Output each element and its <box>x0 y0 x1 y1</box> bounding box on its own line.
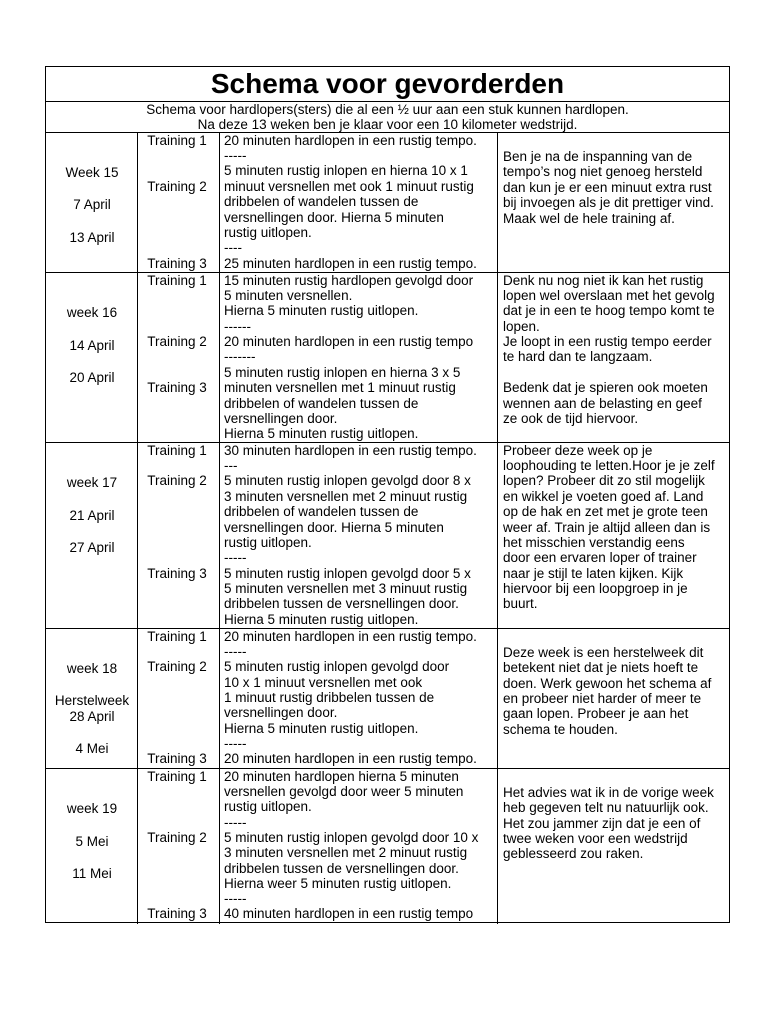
training-label: Training 3 <box>147 256 207 271</box>
schedule-line: 40 minuten hardlopen in een rustig tempo <box>224 906 474 921</box>
schedule-cell <box>220 769 498 924</box>
training-label: Training 3 <box>147 906 207 921</box>
week-row <box>46 133 729 273</box>
advice-line: te hard dan te langzaam. <box>503 349 653 364</box>
schedule-line: 20 minuten hardlopen in een rustig tempo. <box>224 629 477 644</box>
advice-line: Probeer deze week op je <box>503 443 653 458</box>
schedule-line: minuten versnellen met 1 minuut rustig <box>224 380 456 395</box>
advice-line: tempo’s nog niet genoeg hersteld <box>503 164 703 179</box>
training-label: Training 3 <box>147 566 207 581</box>
training-label: Training 3 <box>147 751 207 766</box>
training-cell <box>138 273 220 442</box>
advice-line: Bedenk dat je spieren ook moeten <box>503 380 708 395</box>
schedule-line: 5 minuten versnellen met 3 minuut rustig <box>224 581 468 596</box>
week-label-cell <box>46 769 138 924</box>
training-cell <box>138 133 220 272</box>
schedule-line: dribbelen tussen de versnellingen door. <box>224 861 459 876</box>
week-label-cell <box>46 443 138 628</box>
advice-cell <box>498 769 729 924</box>
advice-line: loophouding te letten.Hoor je je zelf <box>503 458 715 473</box>
schedule-line: 5 minuten rustig inlopen en hierna 3 x 5 <box>224 365 461 380</box>
schedule-document <box>45 66 730 923</box>
advice-line: naar je stijl te laten kijken. Kijk <box>503 566 684 581</box>
advice-line: en probeer niet harder of meer te <box>503 691 702 706</box>
training-label: Training 1 <box>147 629 207 644</box>
advice-line: Ben je na de inspanning van de <box>503 149 693 164</box>
page-title: Schema voor gevorderden <box>46 67 729 102</box>
advice-line: lopen? Probeer dit zo stil mogelijk <box>503 473 705 488</box>
week-label-cell <box>46 133 138 272</box>
schedule-line: Hierna 5 minuten rustig uitlopen. <box>224 426 419 441</box>
schedule-line: 10 x 1 minuut versnellen met ook <box>224 675 423 690</box>
schedule-line: Hierna 5 minuten rustig uitlopen. <box>224 303 419 318</box>
training-label: Training 2 <box>147 830 207 845</box>
training-label: Training 1 <box>147 769 207 784</box>
schedule-line: rustig uitlopen. <box>224 535 312 550</box>
schedule-line: 3 minuten versnellen met 2 minuut rustig <box>224 489 468 504</box>
training-label: Training 2 <box>147 334 207 349</box>
schedule-line: 25 minuten hardlopen in een rustig tempo. <box>224 256 477 271</box>
schedule-line: versnellingen door. Hierna 5 minuten <box>224 210 444 225</box>
week-date: 13 April <box>69 230 115 245</box>
week-label: week 18 <box>66 661 118 676</box>
schedule-line: --- <box>224 458 238 473</box>
schedule-line: 30 minuten hardlopen in een rustig tempo. <box>224 443 477 458</box>
week-date: 14 April <box>69 338 115 353</box>
week-label-cell <box>46 273 138 442</box>
training-label: Training 1 <box>147 133 207 148</box>
schedule-line: ----- <box>224 148 247 163</box>
advice-line: Het advies wat ik in de vorige week <box>503 785 714 800</box>
week-label: week 16 <box>66 305 118 320</box>
week-label: week 17 <box>66 475 118 490</box>
advice-line: geblesseerd zou raken. <box>503 846 644 861</box>
schedule-line: 5 minuten rustig inlopen gevolgd door 10 x <box>224 830 479 845</box>
advice-line: buurt. <box>503 596 538 611</box>
intro-text <box>46 101 729 133</box>
week-row <box>46 769 729 924</box>
training-label: Training 3 <box>147 380 207 395</box>
schedule-line: ----- <box>224 736 247 751</box>
schedule-line: dribbelen of wandelen tussen de <box>224 194 419 209</box>
advice-line: op de hak en zet met je grote teen <box>503 504 708 519</box>
advice-line: bij invoegen als je dit prettiger vind. <box>503 195 714 210</box>
schedule-line: 5 minuten versnellen. <box>224 288 353 303</box>
training-cell <box>138 443 220 628</box>
week-note: Herstelweek <box>54 693 130 708</box>
advice-line: lopen. <box>503 319 540 334</box>
advice-line: en wikkel je voeten goed af. Land <box>503 489 704 504</box>
week-date: 4 Mei <box>75 741 109 756</box>
week-label: week 19 <box>66 801 118 816</box>
schedule-line: versnellingen door. <box>224 411 338 426</box>
advice-cell <box>498 443 729 628</box>
schedule-line: ----- <box>224 815 247 830</box>
schedule-line: ------- <box>224 349 256 364</box>
schedule-line: ------ <box>224 319 251 334</box>
week-date: 27 April <box>69 540 115 555</box>
advice-line: Maak wel de hele training af. <box>503 211 675 226</box>
schedule-line: 5 minuten rustig inlopen gevolgd door 8 x <box>224 473 471 488</box>
schedule-line: minuut versnellen met ook 1 minuut rustig <box>224 179 474 194</box>
advice-line: twee weken voor een wedstrijd <box>503 831 688 846</box>
schedule-line: dribbelen tussen de versnellingen door. <box>224 596 459 611</box>
schedule-line: Hierna 5 minuten rustig uitlopen. <box>224 721 419 736</box>
training-label: Training 1 <box>147 273 207 288</box>
schedule-line: 20 minuten hardlopen in een rustig tempo <box>224 334 474 349</box>
schedule-cell <box>220 273 498 442</box>
training-cell <box>138 769 220 924</box>
week-row <box>46 273 729 443</box>
schedule-line: 5 minuten rustig inlopen gevolgd door <box>224 659 450 674</box>
advice-line: gaan lopen. Probeer je aan het <box>503 706 689 721</box>
schedule-line: dribbelen of wandelen tussen de <box>224 504 419 519</box>
training-label: Training 2 <box>147 659 207 674</box>
advice-line: Het zou jammer zijn dat je een of <box>503 816 701 831</box>
week-row <box>46 629 729 769</box>
schedule-cell <box>220 133 498 272</box>
advice-line: lopen wel overslaan met het gevolg <box>503 288 715 303</box>
week-label-cell <box>46 629 138 768</box>
week-date: 20 April <box>69 370 115 385</box>
advice-cell <box>498 133 729 272</box>
advice-line: wennen aan de belasting en geef <box>503 396 702 411</box>
schedule-line: versnellingen door. Hierna 5 minuten <box>224 520 444 535</box>
schedule-line: 20 minuten hardlopen in een rustig tempo. <box>224 133 477 148</box>
advice-cell <box>498 273 729 442</box>
schedule-cell <box>220 629 498 768</box>
advice-line: dat je in een te hoog tempo komt te <box>503 303 715 318</box>
schedule-line: ----- <box>224 644 247 659</box>
week-date: 7 April <box>73 197 111 212</box>
training-label: Training 1 <box>147 443 207 458</box>
schedule-line: 1 minuut rustig dribbelen tussen de <box>224 690 435 705</box>
schedule-cell <box>220 443 498 628</box>
schedule-line: 5 minuten rustig inlopen gevolgd door 5 x <box>224 566 471 581</box>
advice-cell <box>498 629 729 768</box>
week-date: 21 April <box>69 508 115 523</box>
schedule-line: rustig uitlopen. <box>224 225 312 240</box>
week-date: 11 Mei <box>72 866 112 881</box>
schedule-line: versnellingen door. <box>224 705 338 720</box>
schedule-line: 3 minuten versnellen met 2 minuut rustig <box>224 845 468 860</box>
training-cell <box>138 629 220 768</box>
advice-line: dan kun je er een minuut extra rust <box>503 180 712 195</box>
week-date: 28 April <box>69 709 115 724</box>
schedule-line: 5 minuten rustig inlopen en hierna 10 x 1 <box>224 163 468 178</box>
schedule-line: ---- <box>224 240 242 255</box>
schedule-line: Hierna weer 5 minuten rustig uitlopen. <box>224 876 452 891</box>
week-label: Week 15 <box>65 165 119 180</box>
advice-line: door een ervaren loper of trainer <box>503 550 697 565</box>
schedule-line: 20 minuten hardlopen in een rustig tempo. <box>224 751 477 766</box>
advice-line: schema te houden. <box>503 722 618 737</box>
week-date: 5 Mei <box>75 834 109 849</box>
advice-line: het misschien verstandig eens <box>503 535 685 550</box>
schedule-line: versnellen gevolgd door weer 5 minuten <box>224 784 464 799</box>
schedule-line: ----- <box>224 891 247 906</box>
schedule-line: dribbelen of wandelen tussen de <box>224 396 419 411</box>
training-label: Training 2 <box>147 179 207 194</box>
week-row <box>46 443 729 629</box>
advice-line: hiervoor bij een loopgroep in je <box>503 581 688 596</box>
advice-line: ze ook de tijd hiervoor. <box>503 411 639 426</box>
schedule-line: 15 minuten rustig hardlopen gevolgd door <box>224 273 474 288</box>
advice-line: heb gegeven telt nu natuurlijk ook. <box>503 800 709 815</box>
advice-line: Deze week is een herstelweek dit <box>503 645 704 660</box>
training-label: Training 2 <box>147 473 207 488</box>
schedule-line: 20 minuten hardlopen hierna 5 minuten <box>224 769 459 784</box>
intro-line: Schema voor hardlopers(sters) die al een ½ uur aan een stuk kunnen hardlopen. <box>146 102 629 117</box>
schedule-line: rustig uitlopen. <box>224 799 312 814</box>
advice-line: Denk nu nog niet ik kan het rustig <box>503 273 704 288</box>
advice-line: Je loopt in een rustig tempo eerder <box>503 334 712 349</box>
advice-line: doen. Werk gewoon het schema af <box>503 676 712 691</box>
schedule-line: Hierna 5 minuten rustig uitlopen. <box>224 612 419 627</box>
advice-line: weer af. Train je altijd alleen dan is <box>503 520 711 535</box>
schedule-line: ----- <box>224 550 247 565</box>
advice-line: betekent niet dat je niets hoeft te <box>503 660 699 675</box>
intro-line: Na deze 13 weken ben je klaar voor een 10 kilometer wedstrijd. <box>197 117 578 132</box>
